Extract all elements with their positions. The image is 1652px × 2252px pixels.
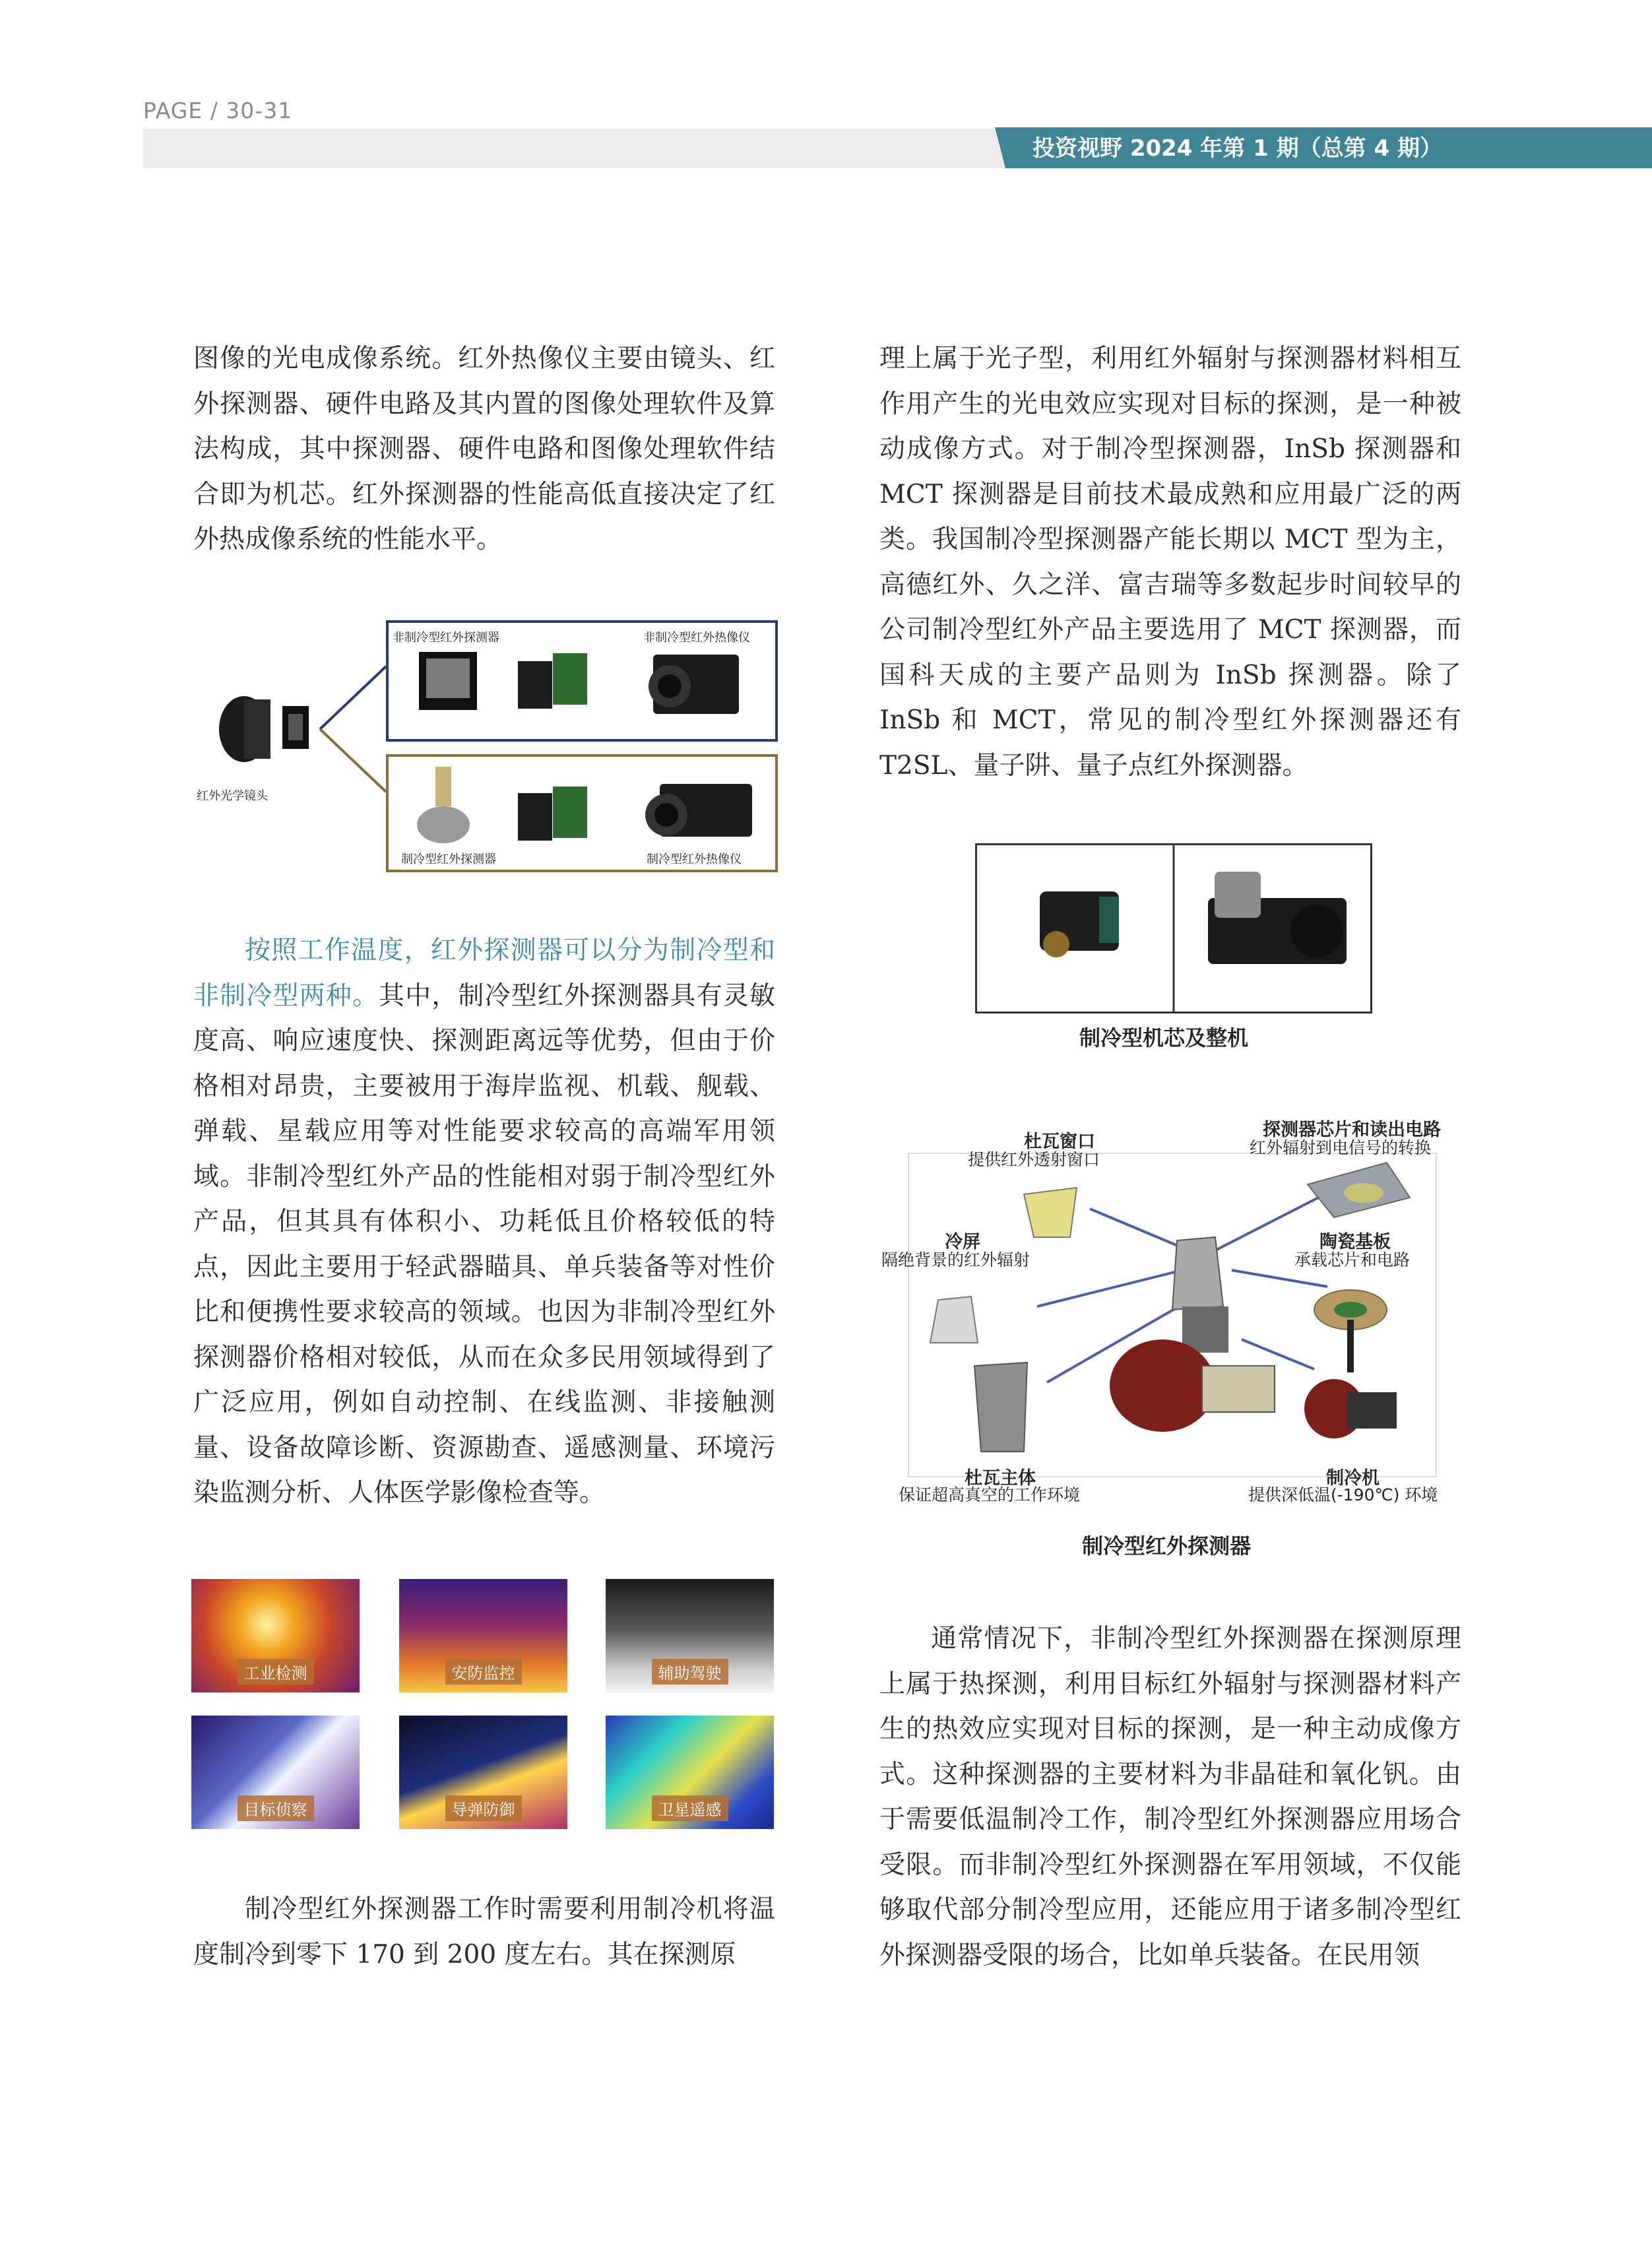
desc-substrate: 承载芯片和电路 bbox=[1294, 1250, 1411, 1270]
label-cooled-camera: 制冷型红外热像仪 bbox=[647, 853, 742, 866]
right-paragraph-2: 通常情况下，非制冷型红外探测器在探测原理上属于热探测，利用目标红外辐射与探测器材料产生的热效应实现对目标的探测，是一种主动成像方式。这种探测器的主要材料为非晶硅和氧化钒。由于需要低温制冷工作，制冷型红外探测器应用场合受限。而非制冷型红外探测器在军用领域，不仅能够取代部分制冷型应用，还能应用于诸多制冷型红外探测器受限的场合，比如单兵装备。在民用领 bbox=[879, 1624, 1461, 1970]
thumb-driving bbox=[606, 1579, 774, 1692]
thumb-label: 辅助驾驶 bbox=[652, 1659, 728, 1685]
left-paragraph-1: 图像的光电成像系统。红外热像仪主要由镜头、红外探测器、硬件电路及其内置的图像处理软件及算法构成，其中探测器、硬件电路和图像处理软件结合即为机芯。红外探测器的性能高低直接决定了红外热成像系统的性能水平。 bbox=[193, 344, 775, 554]
figure-cooled-core-graphic bbox=[977, 845, 1370, 1012]
thumb-missile bbox=[399, 1716, 567, 1829]
label-cooler: 制冷机 bbox=[1326, 1468, 1380, 1489]
right-text-top bbox=[879, 337, 1461, 788]
label-substrate: 陶瓷基板 bbox=[1319, 1232, 1391, 1252]
label-dewar-window: 杜瓦窗口 bbox=[1024, 1132, 1095, 1152]
desc-dewar-window: 提供红外透射窗口 bbox=[968, 1150, 1100, 1169]
figure-lens-detector-graphic bbox=[191, 614, 785, 878]
label-chip: 探测器芯片和读出电路 bbox=[1263, 1120, 1441, 1140]
figure-cooled-detector-diagram bbox=[872, 1109, 1466, 1531]
highlight-text: 按照工作温度，红外探测器可以分为制冷型和非制冷型两种。 bbox=[193, 936, 775, 1011]
label-dewar-body: 杜瓦主体 bbox=[965, 1468, 1036, 1489]
left-paragraph-3: 制冷型红外探测器工作时需要利用制冷机将温度制冷到零下 170 到 200 度左右。其在探测原 bbox=[193, 1894, 775, 1970]
issue-title: 投资视野 2024 年第 1 期（总第 4 期） bbox=[1032, 135, 1442, 162]
left-text-middle bbox=[193, 928, 775, 1516]
desc-chip: 红外辐射到电信号的转换 bbox=[1250, 1138, 1432, 1157]
thumb-industrial bbox=[191, 1579, 360, 1692]
label-cooled-detector: 制冷型红外探测器 bbox=[401, 853, 496, 866]
desc-cold-shield: 隔绝背景的红外辐射 bbox=[881, 1250, 1031, 1270]
desc-cooler: 提供深低温(-190℃) 环境 bbox=[1248, 1485, 1438, 1504]
label-uncooled-detector: 非制冷型红外探测器 bbox=[393, 631, 499, 645]
left-text-bottom bbox=[193, 1887, 775, 1978]
label-cold-shield: 冷屏 bbox=[945, 1232, 980, 1252]
thumb-label: 目标侦察 bbox=[238, 1795, 314, 1821]
right-paragraph-1: 理上属于光子型，利用红外辐射与探测器材料相互作用产生的光电效应实现对目标的探测，是一种被动成像方式。对于制冷型探测器，InSb 探测器和 MCT 探测器是目前技术最成熟和应用最广泛的两类。我国制冷型探测器产能长期以 MCT 型为主，高德红外、久之洋、富吉瑞等多数起步时间较早的公司制冷型红外产品主要选用了 MCT 探测器，而国科天成的主要产品则为 InSb 探测器。除了 InSb 和 MCT，常见的制冷型红外探测器还有 T2SL、量子阱、量子点红外探测器。 bbox=[879, 344, 1461, 781]
thumb-label: 导弹防御 bbox=[445, 1795, 522, 1821]
desc-dewar-body: 保证超高真空的工作环境 bbox=[899, 1485, 1081, 1504]
left-text-top bbox=[193, 337, 775, 563]
thumb-recon bbox=[191, 1716, 360, 1829]
thumb-label: 工业检测 bbox=[238, 1659, 314, 1685]
left-paragraph-2 bbox=[193, 928, 775, 1516]
fig4-caption: 制冷型红外探测器 bbox=[1082, 1533, 1252, 1559]
page-number: PAGE / 30-31 bbox=[143, 98, 293, 123]
right-text-bottom bbox=[879, 1617, 1461, 1978]
label-uncooled-camera: 非制冷型红外热像仪 bbox=[643, 631, 750, 645]
fig3-caption: 制冷型机芯及整机 bbox=[1079, 1025, 1249, 1050]
thumb-satellite bbox=[606, 1716, 774, 1829]
label-lens: 红外光学镜头 bbox=[197, 789, 268, 803]
thumb-label: 安防监控 bbox=[445, 1659, 522, 1685]
thumb-security bbox=[399, 1579, 567, 1692]
thumb-label: 卫星遥感 bbox=[652, 1795, 728, 1821]
figure-lens-detector bbox=[191, 614, 785, 878]
left-paragraph-2-rest: 其中，制冷型红外探测器具有灵敏度高、响应速度快、探测距离远等优势，但由于价格相对昂贵，主要被用于海岸监视、机载、舰载、弹载、星载应用等对性能要求较高的高端军用领域。非制冷型红外产品的性能相对弱于制冷型红外产品，但其具有体积小、功耗低且价格较低的特点，因此主要用于轻武器瞄具、单兵装备等对性价比和便携性要求较高的领域。也因为非制冷型红外探测器价格相对较低，从而在众多民用领域得到了广泛应用，例如自动控制、在线监测、非接触测量、设备故障诊断、资源勘查、遥感测量、环境污染监测分析、人体医学影像检查等。 bbox=[193, 981, 775, 1508]
figure-cooled-core bbox=[975, 843, 1372, 1013]
